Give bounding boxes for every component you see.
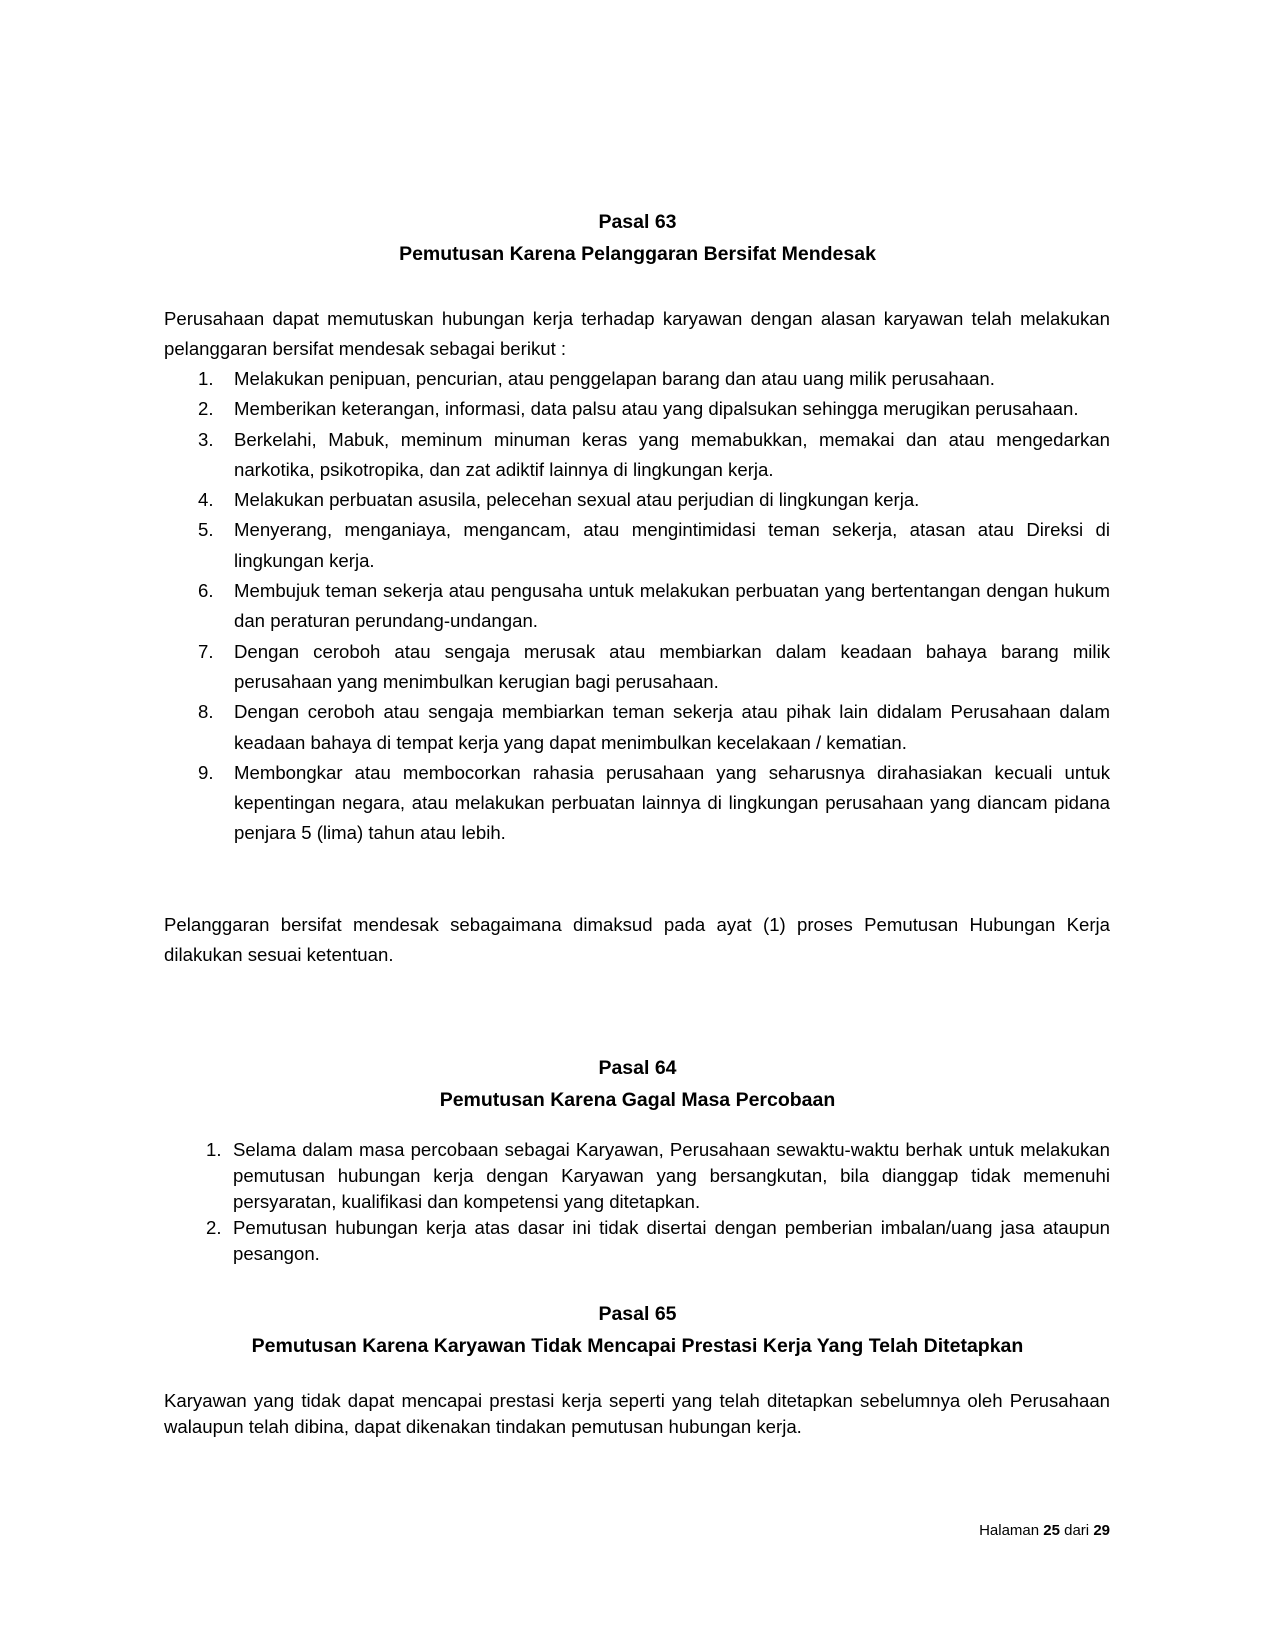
list-text: Selama dalam masa percobaan sebagai Karyawan, Perusahaan sewaktu-waktu berhak untuk melakukan pemutusan hubungan kerja dengan Karyawan yang bersangkutan, bila dianggap tidak memenuhi persyaratan, kualifikasi dan kompetensi yang ditetapkan. — [233, 1139, 1110, 1212]
footer-current-page: 25 — [1043, 1522, 1060, 1539]
list-number: 9. — [198, 761, 214, 783]
list-text: Membongkar atau membocorkan rahasia perusahaan yang seharusnya dirahasiakan kecuali untuk kepentingan negara, atau melakukan perbuatan lainnya di lingkungan perusahaan yang diancam pidana penjara 5 (lima) tahun atau lebih. — [234, 761, 1110, 844]
list-text: Memberikan keterangan, informasi, data palsu atau yang dipalsukan sehingga merugikan perusahaan. — [234, 398, 1079, 420]
list-text: Dengan ceroboh atau sengaja membiarkan teman sekerja atau pihak lain didalam Perusahaan dalam keadaan bahaya di tempat kerja yang dapat menimbulkan kecelakaan / kematian. — [234, 701, 1110, 753]
pasal-64-title: Pemutusan Karena Gagal Masa Percobaan — [439, 1089, 836, 1111]
pasal-63-title: Pemutusan Karena Pelanggaran Bersifat Mendesak — [399, 243, 876, 265]
list-number: 3. — [198, 428, 214, 450]
pasal-64-list — [164, 1137, 1110, 1267]
list-item — [164, 425, 1110, 486]
pasal-65-number: Pasal 65 — [598, 1303, 677, 1325]
list-text: Melakukan penipuan, pencurian, atau penggelapan barang dan atau uang milik perusahaan. — [234, 368, 995, 389]
list-item — [164, 364, 1110, 394]
list-text: Berkelahi, Mabuk, meminum minuman keras yang memabukkan, memakai dan atau mengedarkan narkotika, psikotropika, dan zat adiktif lainnya di lingkungan kerja. — [234, 428, 1110, 480]
list-item — [164, 637, 1110, 698]
footer-label: Halaman — [979, 1522, 1040, 1539]
list-number: 5. — [198, 519, 214, 541]
list-item — [164, 758, 1110, 849]
list-number: 1. — [198, 368, 214, 389]
list-item — [164, 515, 1110, 576]
footer-total-pages: 29 — [1093, 1522, 1110, 1539]
pasal-65-title: Pemutusan Karena Karyawan Tidak Mencapai Prestasi Kerja Yang Telah Ditetapkan — [251, 1335, 1024, 1357]
list-number: 2. — [198, 398, 214, 420]
pasal-63-number: Pasal 63 — [598, 211, 677, 233]
footer-separator: dari — [1064, 1522, 1090, 1539]
list-text: Membujuk teman sekerja atau pengusaha untuk melakukan perbuatan yang bertentangan dengan hukum dan peraturan perundang-undangan. — [234, 580, 1110, 632]
list-item — [164, 394, 1110, 424]
list-number: 8. — [198, 701, 214, 723]
list-number: 4. — [198, 489, 214, 511]
list-item — [164, 1137, 1110, 1215]
pasal-63-closing: Pelanggaran bersifat mendesak sebagaimana dimaksud pada ayat (1) proses Pemutusan Hubungan Kerja dilakukan sesuai ketentuan. — [164, 914, 1110, 965]
list-item — [164, 697, 1110, 758]
list-text: Melakukan perbuatan asusila, pelecehan sexual atau perjudian di lingkungan kerja. — [234, 489, 920, 511]
page-footer — [900, 1521, 1110, 1541]
list-text: Pemutusan hubungan kerja atas dasar ini tidak disertai dengan pemberian imbalan/uang jasa ataupun pesangon. — [233, 1217, 1110, 1264]
list-text: Dengan ceroboh atau sengaja merusak atau membiarkan dalam keadaan bahaya barang milik perusahaan yang menimbulkan kerugian bagi perusahaan. — [234, 640, 1110, 692]
list-number: 6. — [198, 580, 214, 602]
list-number: 2. — [206, 1217, 222, 1238]
list-item — [164, 485, 1110, 515]
list-item — [164, 1215, 1110, 1267]
list-item — [164, 576, 1110, 637]
pasal-64-number: Pasal 64 — [598, 1057, 677, 1079]
list-number: 1. — [206, 1139, 222, 1160]
pasal-63-intro: Perusahaan dapat memutuskan hubungan kerja terhadap karyawan dengan alasan karyawan telah melakukan pelanggaran bersifat mendesak sebagai berikut : — [164, 308, 1110, 359]
pasal-65-body: Karyawan yang tidak dapat mencapai prestasi kerja seperti yang telah ditetapkan sebelumnya oleh Perusahaan walaupun telah dibina, dapat dikenakan tindakan pemutusan hubungan kerja. — [164, 1390, 1110, 1437]
pasal-63-list — [164, 364, 1110, 849]
list-text: Menyerang, menganiaya, mengancam, atau mengintimidasi teman sekerja, atasan atau Direksi di lingkungan kerja. — [234, 519, 1110, 571]
list-number: 7. — [198, 640, 214, 662]
